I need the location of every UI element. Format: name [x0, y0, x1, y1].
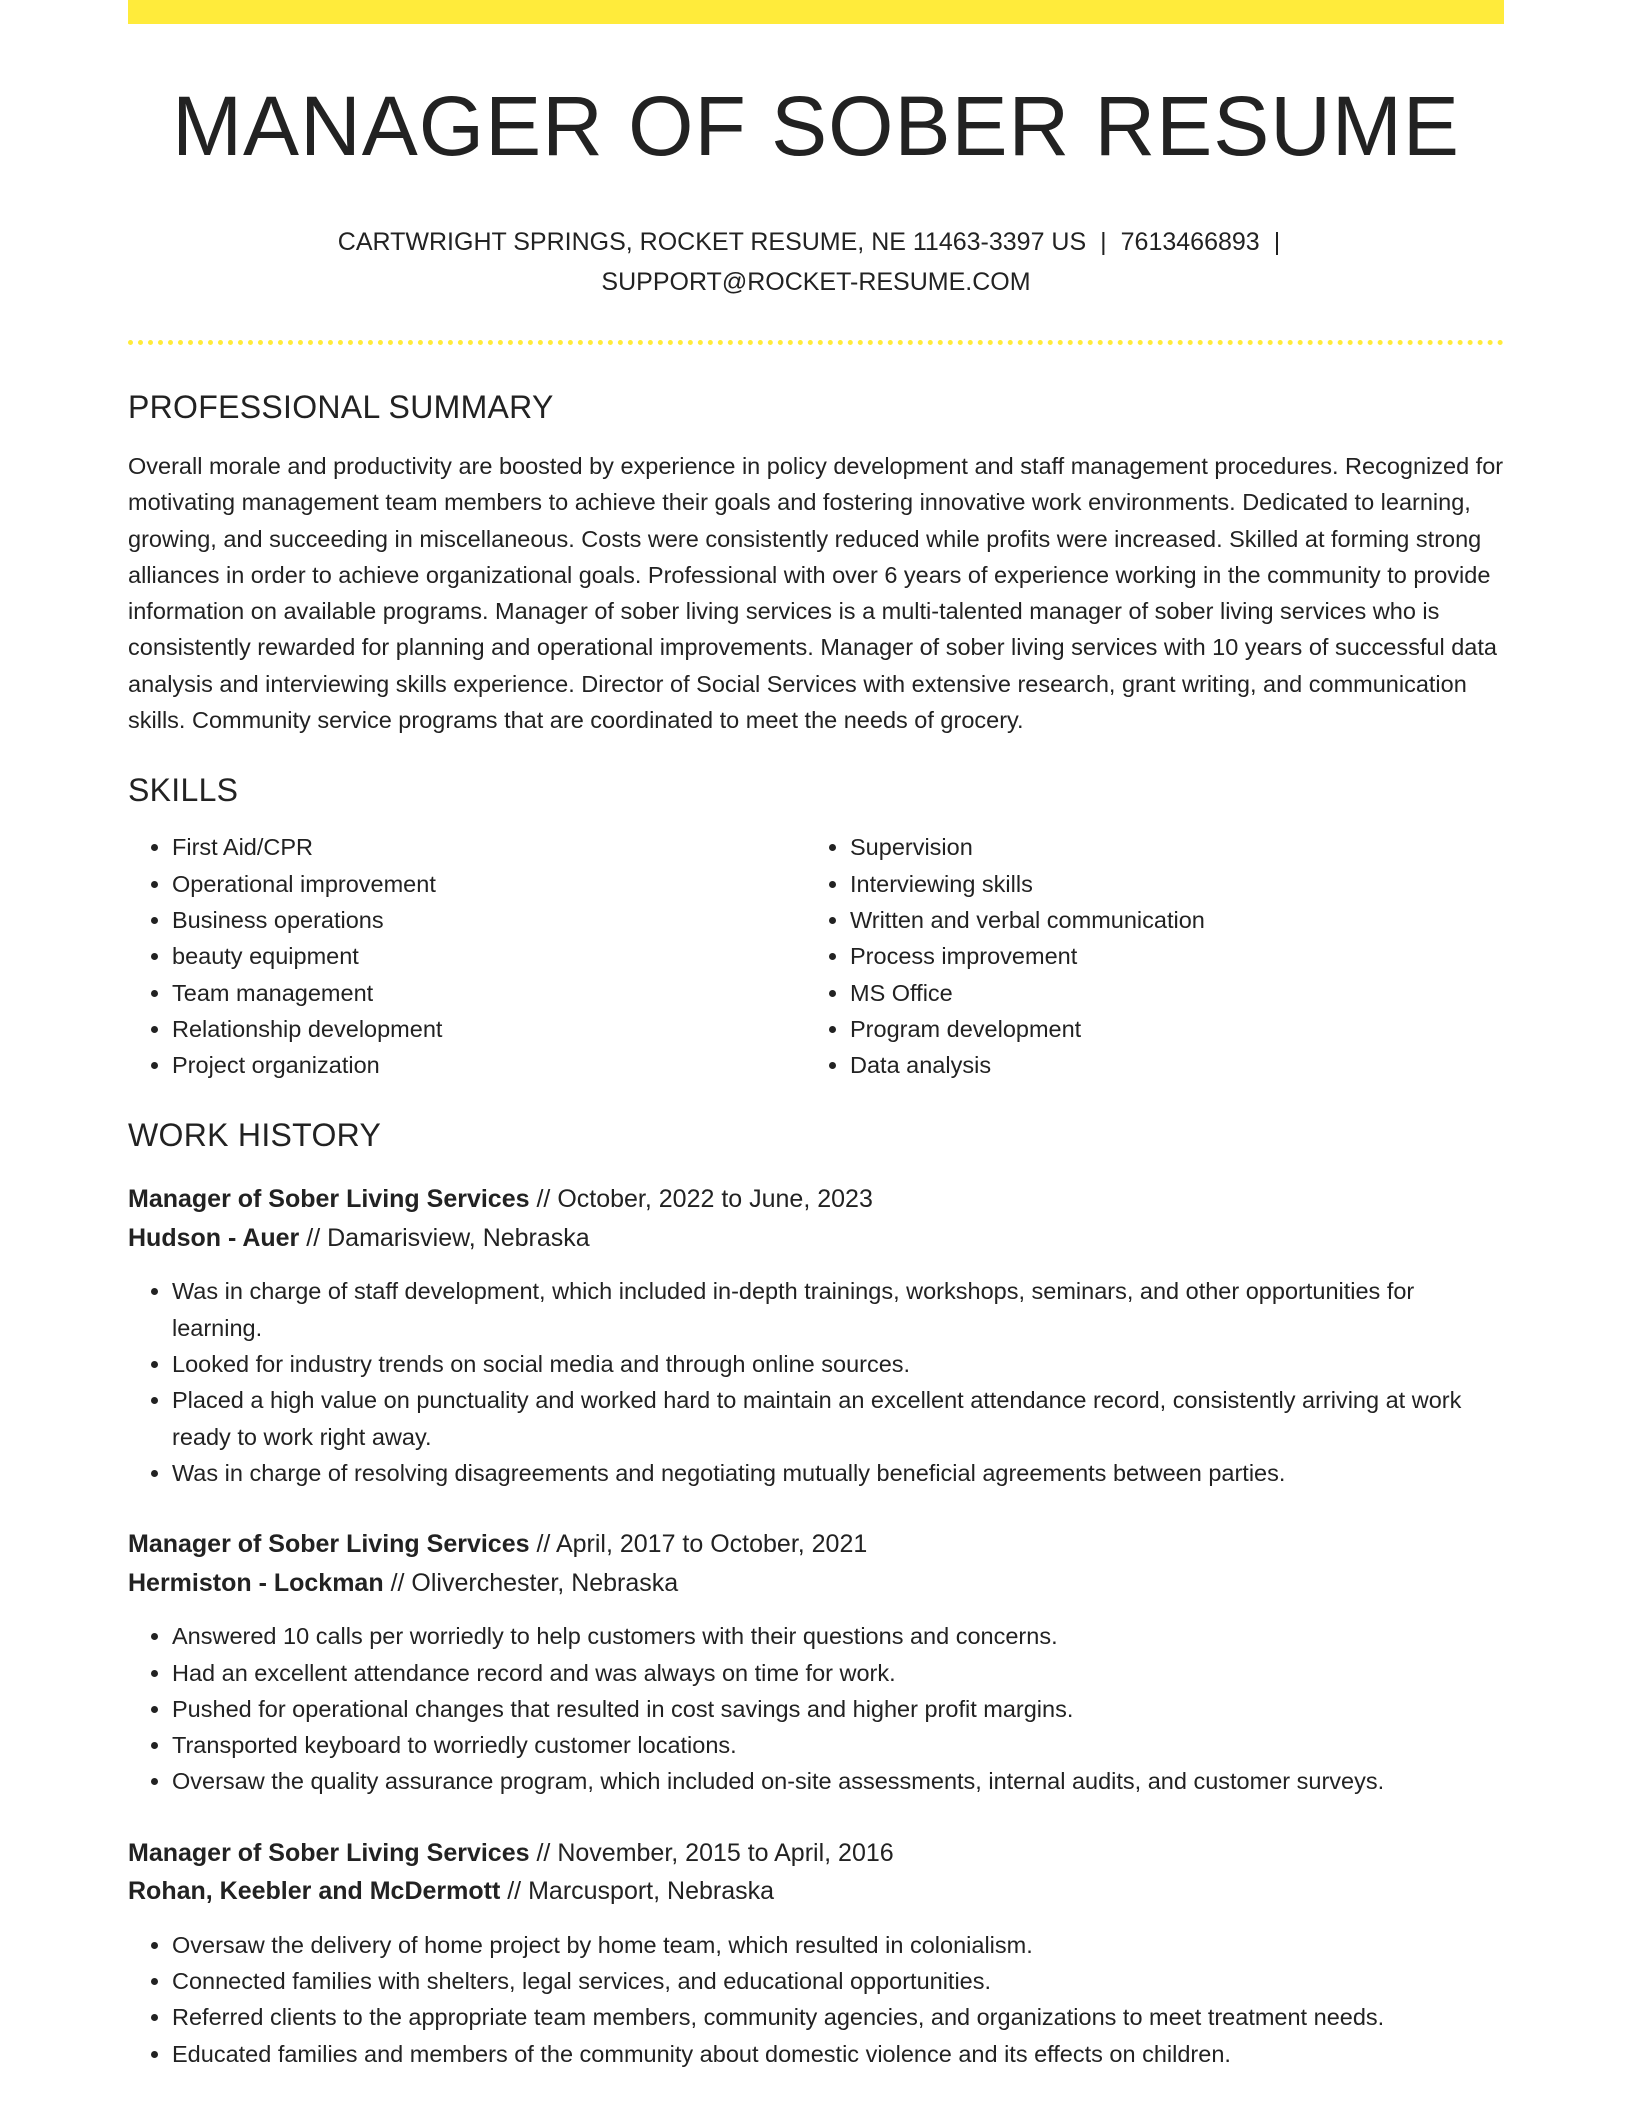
job-divider: // — [390, 1568, 405, 1597]
job-location: Oliverchester, Nebraska — [411, 1568, 679, 1597]
skill-item: • Data analysis — [850, 1047, 1504, 1083]
contact-info — [128, 222, 1504, 302]
contact-address: CARTWRIGHT SPRINGS, ROCKET RESUME, NE 11463-3397 US — [337, 228, 1087, 256]
work-history-heading: WORK HISTORY — [128, 1117, 382, 1154]
job-bullet: • Transported keyboard to worriedly customer locations. — [172, 1727, 1504, 1763]
skill-item: • Interviewing skills — [850, 866, 1504, 902]
job-role-line — [128, 1525, 1504, 1564]
job-company: Hermiston - Lockman — [128, 1568, 384, 1597]
job-entry — [128, 1834, 1504, 2072]
skills-columns — [128, 829, 1504, 1083]
skill-item: • Business operations — [172, 902, 806, 938]
job-company-line — [128, 1564, 1504, 1603]
job-role: Manager of Sober Living Services — [128, 1530, 530, 1559]
contact-email: SUPPORT@ROCKET-RESUME.COM — [601, 268, 1031, 296]
job-entry — [128, 1180, 1504, 1491]
job-role-line — [128, 1180, 1504, 1219]
job-divider: // — [536, 1185, 551, 1214]
skill-item: • MS Office — [850, 975, 1504, 1011]
contact-phone: 7613466893 — [1120, 228, 1260, 256]
job-bullet: • Connected families with shelters, legal services, and educational opportunities. — [172, 1963, 1504, 1999]
skills-section — [128, 772, 1504, 1083]
job-bullet: • Placed a high value on punctuality and worked hard to maintain an excellent attendance record, consistently arriving at work ready to work right away. — [172, 1382, 1504, 1455]
job-bullets — [128, 1927, 1504, 2072]
resume-title: MANAGER OF SOBER RESUME — [172, 79, 1460, 173]
job-entry — [128, 1525, 1504, 1799]
job-company-line — [128, 1219, 1504, 1258]
accent-top-bar — [128, 0, 1504, 24]
dotted-divider — [128, 340, 1504, 345]
job-bullet: • Was in charge of resolving disagreements and negotiating mutually beneficial agreements between parties. — [172, 1455, 1504, 1491]
job-divider: // — [536, 1838, 551, 1867]
contact-separator: | — [1100, 228, 1107, 256]
job-dates: October, 2022 to June, 2023 — [557, 1185, 873, 1214]
skills-heading: SKILLS — [128, 772, 239, 809]
job-bullet: • Educated families and members of the community about domestic violence and its effects on children. — [172, 2036, 1504, 2072]
job-bullet: • Had an excellent attendance record and was always on time for work. — [172, 1655, 1504, 1691]
job-company: Hudson - Auer — [128, 1223, 300, 1252]
job-bullet: • Oversaw the quality assurance program, which included on-site assessments, internal audits, and customer surveys. — [172, 1763, 1504, 1799]
summary-section — [128, 389, 1504, 738]
skill-item: • Supervision — [850, 829, 1504, 865]
job-role: Manager of Sober Living Services — [128, 1185, 530, 1214]
job-role-line — [128, 1834, 1504, 1873]
skill-item: • Operational improvement — [172, 866, 806, 902]
job-dates: November, 2015 to April, 2016 — [557, 1838, 894, 1867]
job-bullet: • Looked for industry trends on social media and through online sources. — [172, 1346, 1504, 1382]
skills-list-right — [806, 829, 1504, 1083]
skill-item: • beauty equipment — [172, 938, 806, 974]
skill-item: • Project organization — [172, 1047, 806, 1083]
skill-item: • First Aid/CPR — [172, 829, 806, 865]
job-company: Rohan, Keebler and McDermott — [128, 1877, 501, 1906]
job-divider: // — [536, 1530, 551, 1559]
job-bullet: • Referred clients to the appropriate team members, community agencies, and organizations to meet treatment needs. — [172, 1999, 1504, 2035]
job-bullets — [128, 1618, 1504, 1799]
job-location: Marcusport, Nebraska — [528, 1877, 775, 1906]
skills-list-left — [128, 829, 806, 1083]
summary-heading: PROFESSIONAL SUMMARY — [128, 389, 554, 425]
job-role: Manager of Sober Living Services — [128, 1838, 530, 1867]
skill-item: • Program development — [850, 1011, 1504, 1047]
job-company-line — [128, 1872, 1504, 1911]
job-bullets — [128, 1273, 1504, 1491]
work-history-section — [128, 1117, 1504, 2071]
job-divider: // — [306, 1223, 321, 1252]
skill-item: • Team management — [172, 975, 806, 1011]
summary-text: Overall morale and productivity are boosted by experience in policy development and staff management procedures. Recognized for motivating management team members to achieve their goals and fostering innovative work environments. Dedicated to learning, growing, and succeeding in miscellaneous. Costs were consistently reduced while profits were increased. Skilled at forming strong alliances in order to achieve organizational goals. Professional with over 6 years of experience working in the community to provide information on available programs. Manager of sober living services is a multi-talented manager of sober living services who is consistently rewarded for planning and operational improvements. Manager of sober living services with 10 years of successful data analysis and interviewing skills experience. Director of Social Services with extensive research, grant writing, and communication skills. Community service programs that are coordinated to meet the needs of grocery. — [128, 453, 1504, 734]
job-bullet: • Answered 10 calls per worriedly to help customers with their questions and concerns. — [172, 1618, 1504, 1654]
skill-item: • Written and verbal communication — [850, 902, 1504, 938]
contact-separator: | — [1273, 228, 1281, 256]
job-location: Damarisview, Nebraska — [327, 1223, 590, 1252]
job-dates: April, 2017 to October, 2021 — [555, 1530, 868, 1559]
skill-item: • Relationship development — [172, 1011, 806, 1047]
job-divider: // — [507, 1877, 522, 1906]
job-bullet: • Oversaw the delivery of home project by home team, which resulted in colonialism. — [172, 1927, 1504, 1963]
skill-item: • Process improvement — [850, 938, 1504, 974]
job-bullet: • Pushed for operational changes that resulted in cost savings and higher profit margins. — [172, 1691, 1504, 1727]
resume-page — [128, 0, 1504, 2072]
job-bullet: • Was in charge of staff development, which included in-depth trainings, workshops, seminars, and other opportunities for learning. — [172, 1273, 1504, 1346]
